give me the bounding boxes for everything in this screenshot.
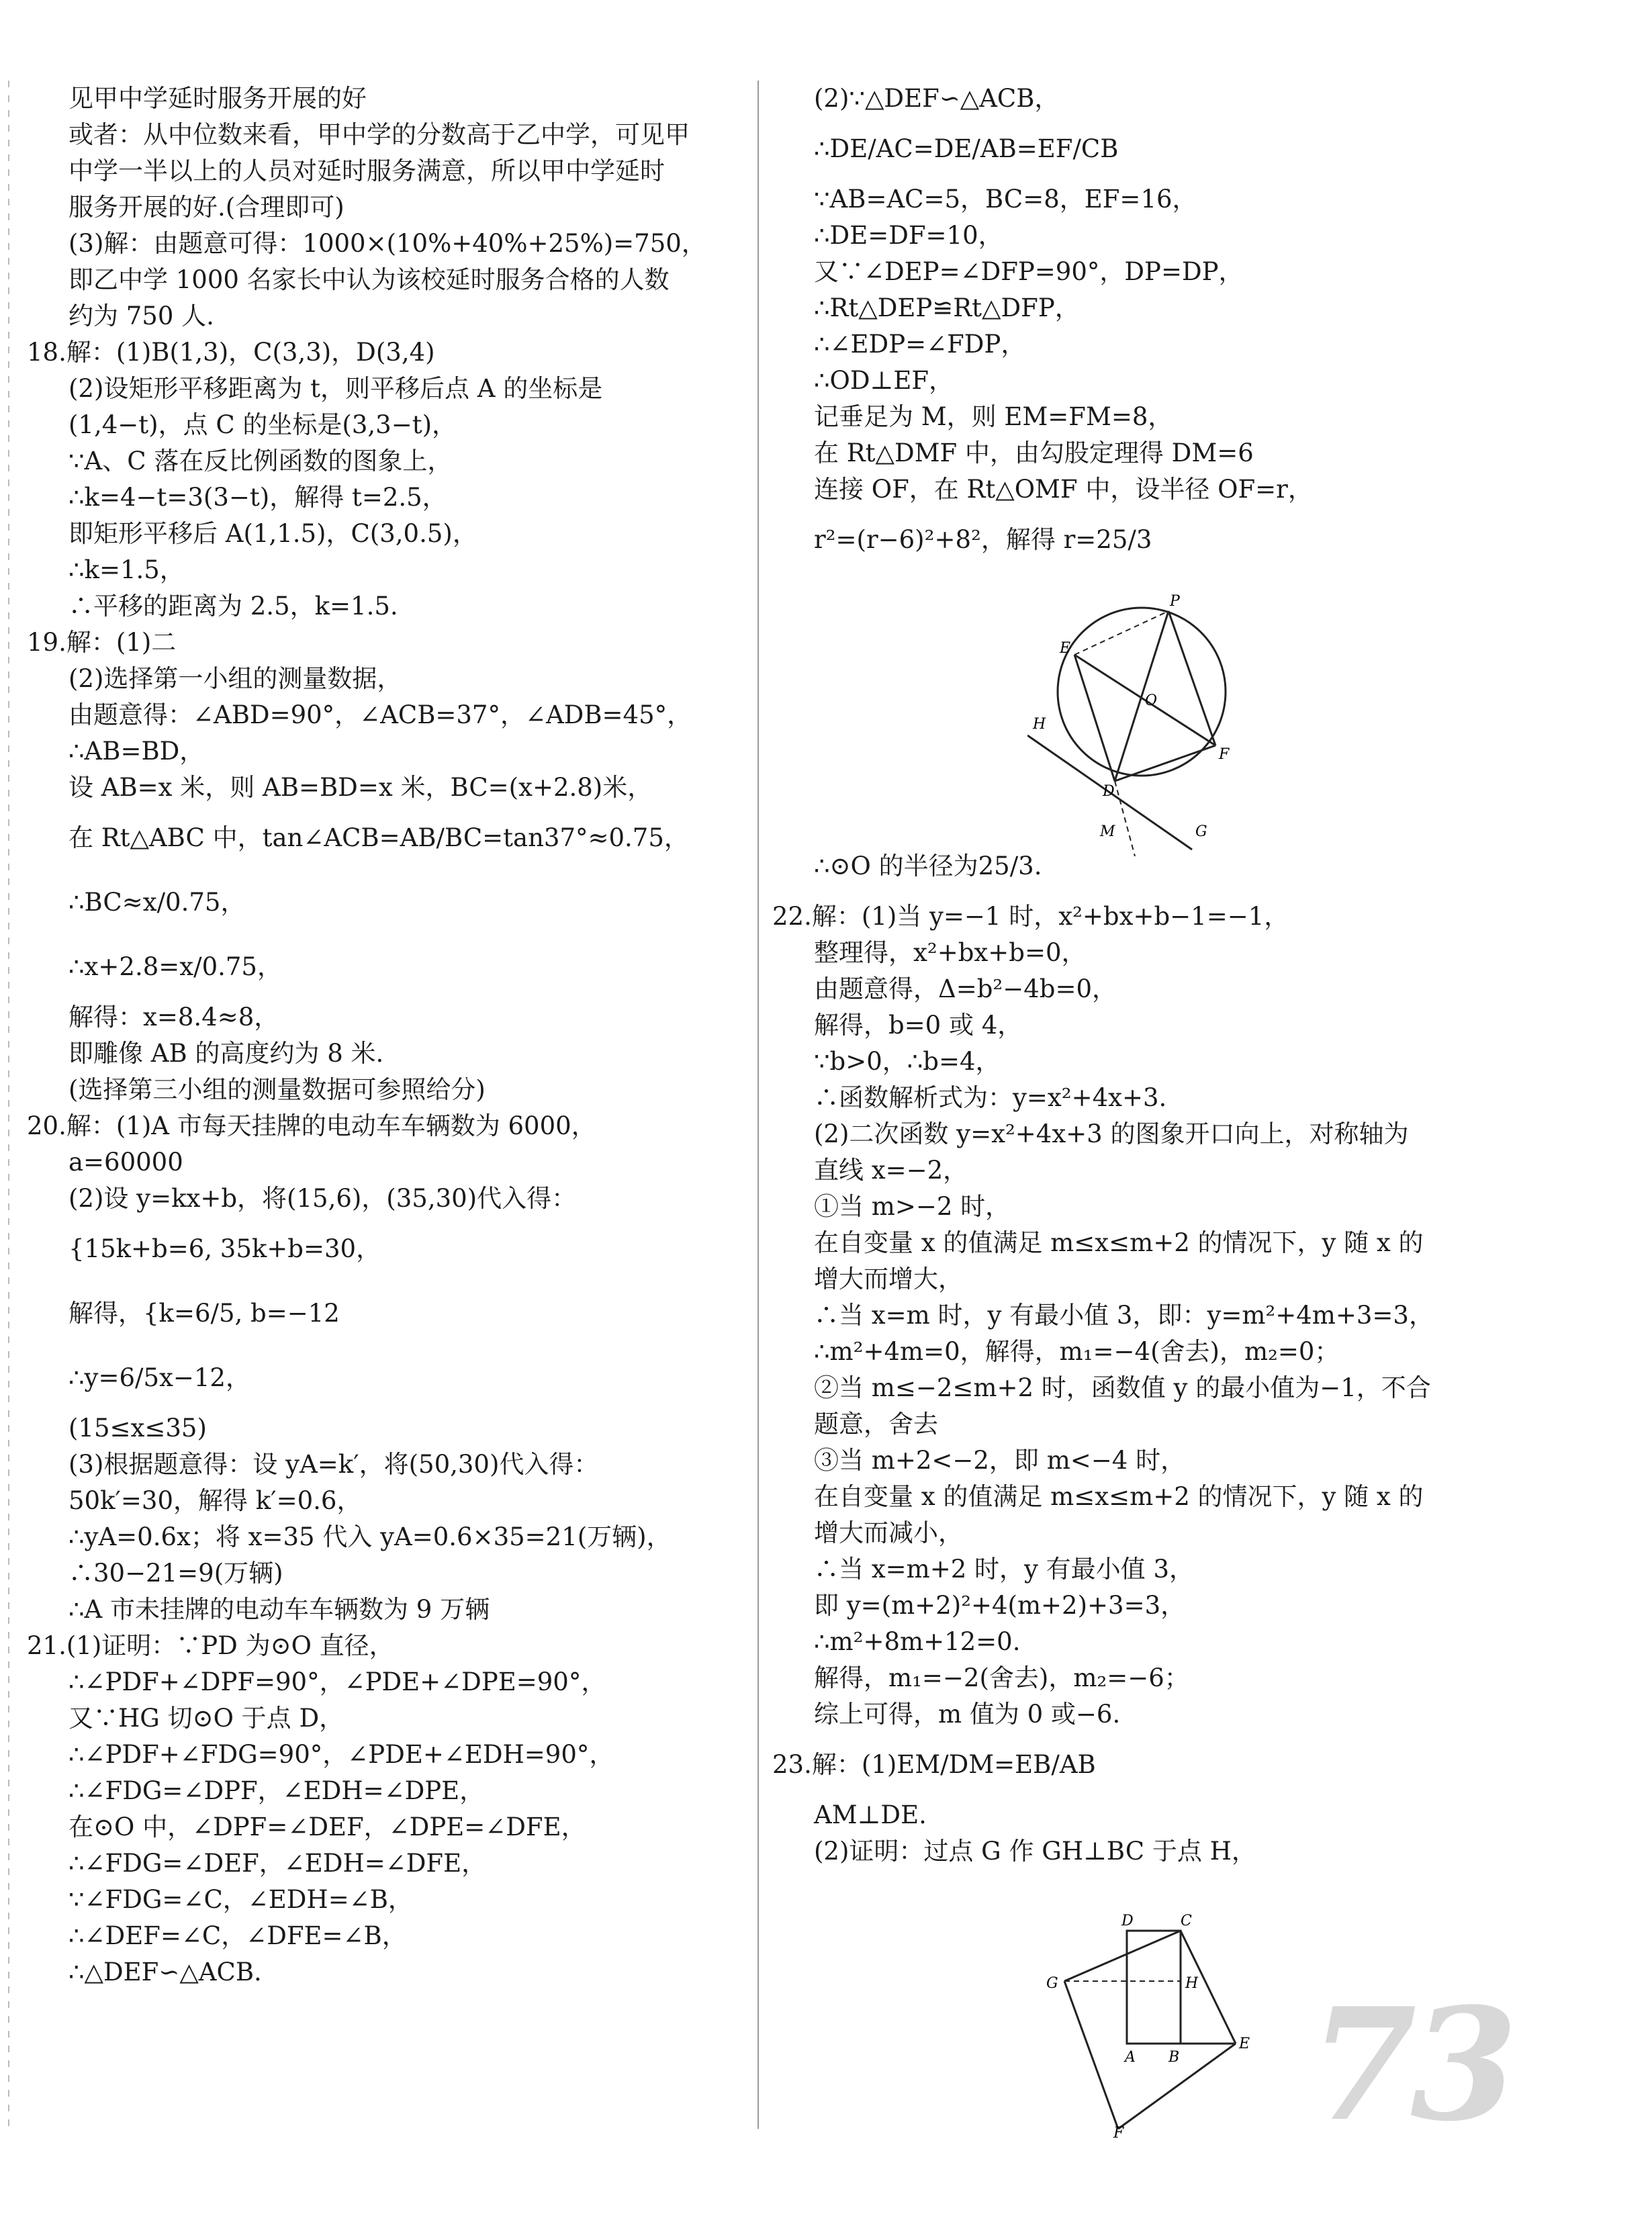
problem-heading: 20.解：(1)A 市每天挂牌的电动车车辆数为 6000，	[27, 1111, 596, 1140]
text-line: 在 Rt△ABC 中，tan∠ACB=AB/BC=tan37°≈0.75，	[68, 823, 689, 852]
text-line: 或者：从中位数来看，甲中学的分数高于乙中学，可见甲	[68, 120, 690, 149]
text-line: ∴∠PDF+∠DPF=90°，∠PDE+∠DPE=90°，	[68, 1667, 606, 1696]
text-line: a=60000	[68, 1148, 183, 1177]
text-line: ③当 m+2<−2，即 m<−4 时，	[814, 1446, 1186, 1475]
text-line: ∴△DEF∽△ACB.	[68, 1958, 262, 1986]
text-line: r²=(r−6)²+8²，解得 r=25/3	[814, 525, 1152, 554]
left-column	[27, 81, 745, 1991]
circle-geometry-figure	[1027, 591, 1242, 860]
text-line: 服务开展的好.(合理即可)	[68, 193, 345, 222]
text-line: ∴A 市未挂牌的电动车车辆数为 9 万辆	[68, 1595, 490, 1624]
label-g: G	[1195, 823, 1207, 840]
label-f: F	[1113, 2125, 1124, 2139]
text-line: ∴当 x=m+2 时，y 有最小值 3，	[814, 1555, 1194, 1584]
text-line: AM⊥DE.	[814, 1800, 927, 1829]
label-d: D	[1103, 783, 1115, 800]
text-line: ∴m²+8m+12=0.	[814, 1627, 1021, 1656]
text-line: (2)∵△DEF∽△ACB，	[814, 84, 1060, 113]
label-m: M	[1100, 823, 1115, 840]
text-line: ∴y=6/5x−12，	[68, 1363, 250, 1392]
text-line: ∴∠DEF=∠C，∠DFE=∠B，	[68, 1921, 407, 1950]
text-line: ∴m²+4m=0，解得，m₁=−4(舍去)，m₂=0；	[814, 1337, 1340, 1366]
square-geometry-figure	[1034, 1911, 1263, 2139]
problem-heading: 22.解：(1)当 y=−1 时，x²+bx+b−1=−1，	[772, 902, 1289, 931]
text-line: (2)设矩形平移距离为 t，则平移后点 A 的坐标是	[68, 374, 603, 403]
text-line: 中学一半以上的人员对延时服务满意，所以甲中学延时	[68, 156, 665, 185]
text-line: 即雕像 AB 的高度约为 8 米.	[68, 1039, 384, 1068]
text-line: ∴∠FDG=∠DPF，∠EDH=∠DPE，	[68, 1776, 485, 1805]
label-b: B	[1168, 2049, 1180, 2066]
text-line: ∴k=1.5，	[68, 555, 185, 584]
equation-system: 解得，{k=6/5, b=−12	[68, 1299, 340, 1328]
text-line: ∵b>0，∴b=4，	[814, 1047, 1001, 1076]
text-line: (选择第三小组的测量数据可参照给分)	[68, 1075, 486, 1104]
text-line: ∴∠FDG=∠DEF，∠EDH=∠DFE，	[68, 1849, 487, 1878]
text-line: 约为 750 人.	[68, 302, 214, 330]
text-line: 增大而增大，	[814, 1265, 963, 1293]
right-column	[772, 81, 1491, 1870]
text-line: ∴BC≈x/0.75，	[68, 888, 246, 917]
label-h: H	[1185, 1975, 1199, 1992]
label-e: E	[1060, 640, 1071, 657]
text-line: ∴∠PDF+∠FDG=90°，∠PDE+∠EDH=90°，	[68, 1740, 614, 1769]
text-line: 在自变量 x 的值满足 m≤x≤m+2 的情况下，y 随 x 的	[814, 1482, 1424, 1511]
text-line: 综上可得，m 值为 0 或−6.	[814, 1700, 1121, 1729]
binding-margin	[8, 81, 9, 2129]
text-line: (3)解：由题意可得：1000×(10%+40%+25%)=750，	[68, 229, 706, 258]
text-line: 解得：x=8.4≈8，	[68, 1003, 279, 1032]
label-g: G	[1046, 1975, 1058, 1992]
text-line: 直线 x=−2，	[814, 1156, 968, 1185]
text-line: 在 Rt△DMF 中，由勾股定理得 DM=6	[814, 439, 1254, 467]
text-line: 即 y=(m+2)²+4(m+2)+3=3，	[814, 1591, 1186, 1620]
text-line: (2)选择第一小组的测量数据，	[68, 664, 402, 693]
text-line: 解得，b=0 或 4，	[814, 1011, 1023, 1040]
text-line: ∵∠FDG=∠C，∠EDH=∠B，	[68, 1885, 413, 1914]
text-line: ∴∠EDP=∠FDP，	[814, 330, 1026, 359]
text-line: ∴yA=0.6x；将 x=35 代入 yA=0.6×35=21(万辆)，	[68, 1522, 672, 1551]
label-o: O	[1145, 692, 1158, 709]
text-line: ∴⊙O 的半径为25/3.	[814, 852, 1042, 880]
text-line: ∴x+2.8=x/0.75，	[68, 952, 282, 981]
text-line: ∴OD⊥EF，	[814, 366, 954, 395]
text-line: 50k′=30，解得 k′=0.6，	[68, 1486, 362, 1515]
problem-heading: 23.解：(1)EM/DM=EB/AB	[772, 1750, 1096, 1779]
text-line: 设 AB=x 米，则 AB=BD=x 米，BC=(x+2.8)米，	[68, 773, 653, 802]
text-line: ∴当 x=m 时，y 有最小值 3，即：y=m²+4m+3=3，	[814, 1301, 1434, 1330]
text-line: 即乙中学 1000 名家长中认为该校延时服务合格的人数	[68, 265, 670, 294]
text-line: ②当 m≤−2≤m+2 时，函数值 y 的最小值为−1，不合	[814, 1373, 1431, 1402]
label-c: C	[1181, 1913, 1192, 1929]
text-line: ∵AB=AC=5，BC=8，EF=16，	[814, 185, 1197, 214]
text-line: 在自变量 x 的值满足 m≤x≤m+2 的情况下，y 随 x 的	[814, 1228, 1424, 1257]
text-line: ∵A、C 落在反比例函数的图象上，	[68, 447, 453, 475]
label-f: F	[1219, 746, 1230, 763]
label-e: E	[1239, 2036, 1250, 2052]
text-line: (1,4−t)，点 C 的坐标是(3,3−t)，	[68, 410, 457, 439]
text-line: 由题意得，Δ=b²−4b=0，	[814, 974, 1117, 1003]
text-line: 题意，舍去	[814, 1410, 938, 1438]
text-line: 见甲中学延时服务开展的好	[68, 84, 367, 113]
problem-heading: 21.(1)证明：∵PD 为⊙O 直径，	[27, 1631, 394, 1660]
text-line: 在⊙O 中，∠DPF=∠DEF，∠DPE=∠DFE，	[68, 1813, 586, 1841]
text-line: ∴k=4−t=3(3−t)，解得 t=2.5，	[68, 483, 447, 512]
column-divider	[758, 81, 759, 2129]
text-line: (3)根据题意得：设 yA=k′，将(50,30)代入得：	[68, 1450, 599, 1479]
label-p: P	[1170, 593, 1180, 610]
text-line: ∴DE/AC=DE/AB=EF/CB	[814, 134, 1119, 163]
text-line: ①当 m>−2 时，	[814, 1192, 1011, 1221]
text-line: ∴函数解析式为：y=x²+4x+3.	[814, 1083, 1167, 1112]
text-line: ∴30−21=9(万辆)	[68, 1559, 283, 1588]
text-line: (2)证明：过点 G 作 GH⊥BC 于点 H，	[814, 1837, 1256, 1866]
text-line: 整理得，x²+bx+b=0，	[814, 938, 1087, 967]
label-a: A	[1125, 2049, 1136, 2066]
text-line: ∴AB=BD，	[68, 737, 205, 766]
text-line: 连接 OF，在 Rt△OMF 中，设半径 OF=r，	[814, 475, 1313, 504]
text-line: 又∵HG 切⊙O 于点 D，	[68, 1704, 345, 1733]
text-line: (2)二次函数 y=x²+4x+3 的图象开口向上，对称轴为	[814, 1120, 1409, 1148]
label-h: H	[1033, 716, 1046, 733]
equation-system: {15k+b=6, 35k+b=30，	[68, 1234, 381, 1263]
text-line: 由题意得：∠ABD=90°，∠ACB=37°，∠ADB=45°，	[68, 700, 692, 729]
text-line: 又∵∠DEP=∠DFP=90°，DP=DP，	[814, 257, 1244, 286]
text-line: ∴DE=DF=10，	[814, 221, 1003, 250]
text-line: 记垂足为 M，则 EM=FM=8，	[814, 402, 1173, 431]
problem-heading: 18.解：(1)B(1,3)，C(3,3)，D(3,4)	[27, 338, 435, 367]
text-line: (2)设 y=kx+b，将(15,6)，(35,30)代入得：	[68, 1184, 577, 1213]
problem-heading: 19.解：(1)二	[27, 628, 177, 657]
text-line: ∴平移的距离为 2.5，k=1.5.	[68, 592, 398, 621]
text-line: (15≤x≤35)	[68, 1414, 207, 1443]
text-line: 即矩形平移后 A(1,1.5)，C(3,0.5)，	[68, 519, 477, 548]
text-line: 增大而减小，	[814, 1518, 963, 1547]
text-line: ∴Rt△DEP≌Rt△DFP，	[814, 293, 1080, 322]
label-d: D	[1121, 1913, 1134, 1929]
text-line: 解得，m₁=−2(舍去)，m₂=−6；	[814, 1663, 1189, 1692]
page-number: 73	[1310, 1974, 1512, 2156]
